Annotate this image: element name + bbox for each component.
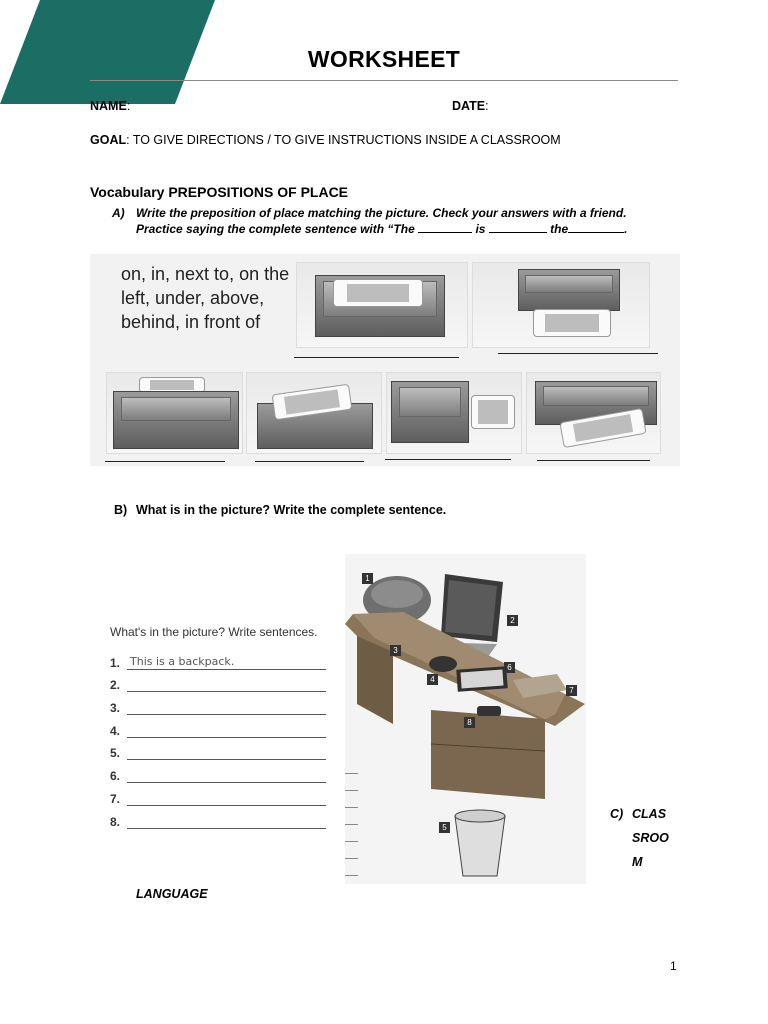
exercise-row [110,760,340,783]
word-bank-line: behind, in front of [121,312,261,332]
photo-phone-in-front-of-box [526,372,661,454]
photo-phone-on-box [246,372,382,454]
exercise-row [110,692,340,715]
section-a-the: the [550,222,569,236]
label-5: 5 [439,822,450,833]
dash-mark [345,807,358,808]
page-title: WORKSHEET [307,46,461,72]
item-number: 8. [110,814,121,829]
blank-2[interactable] [489,222,547,233]
section-a-end: . [624,222,628,236]
name-field[interactable]: NAME: [90,99,131,113]
item-number: 5. [110,746,121,761]
item-number: 7. [110,791,121,806]
exercise-title: What's in the picture? Write sentences. [110,625,318,639]
section-c-heading [610,802,669,874]
vocab-prefix: Vocabulary [90,184,169,200]
item-number: 6. [110,769,121,784]
answer-line[interactable] [105,461,225,462]
dash-mark [345,773,358,774]
answer-field[interactable]: This is a backpack. [127,655,326,670]
exercise-row [110,715,340,738]
photo-phone-in-box [296,262,468,348]
section-b-text: What is in the picture? Write the complete sentence. [136,503,447,517]
exercise-row [110,806,340,829]
sentence-exercise [110,625,340,829]
word-bank [121,262,289,334]
word-bank-line: left, under, above, [121,288,265,308]
goal-text: : TO GIVE DIRECTIONS / TO GIVE INSTRUCTIONS INSIDE A CLASSROOM [126,133,561,147]
dash-mark [345,790,358,791]
section-a-tag: A) [112,206,125,220]
answer-line[interactable] [294,357,459,358]
answer-line[interactable] [537,460,650,461]
section-a-line2-start: Practice saying the complete sentence with “The [136,222,415,236]
date-label: DATE [452,99,486,113]
blank-1[interactable] [418,222,472,233]
dash-mark [345,841,358,842]
goal-line [90,133,561,147]
section-c-tag: C) [610,807,624,821]
section-a-instructions [112,205,692,237]
dash-mark [345,858,358,859]
label-8: 8 [464,717,475,728]
exercise-row [110,647,340,670]
dash-mark [345,875,358,876]
answer-field[interactable] [127,745,326,760]
label-4: 4 [427,674,438,685]
section-b-heading [114,503,446,517]
vocab-topic: PREPOSITIONS OF PLACE [168,184,349,200]
exercise-row [110,783,340,806]
exercise-row [110,738,340,761]
desk-illustration [345,554,586,884]
label-3: 3 [390,645,401,656]
goal-label: GOAL [90,133,127,147]
section-b-tag: B) [114,503,128,517]
label-6: 6 [504,662,515,673]
answer-line[interactable] [255,461,364,462]
answer-field[interactable] [127,677,326,692]
answer-line[interactable] [498,353,658,354]
section-c-line: M [632,855,643,869]
item-number: 2. [110,678,121,693]
answer-field[interactable] [127,791,326,806]
section-a-line1: Write the preposition of place matching the picture. Check your answers with a friend. [136,206,627,220]
answer-field[interactable] [127,700,326,715]
label-7: 7 [566,685,577,696]
title-divider [90,80,678,81]
exercise-row [110,670,340,693]
label-2: 2 [507,615,518,626]
word-bank-line: on, in, next to, on the [121,264,290,284]
blank-3[interactable] [568,222,624,233]
answer-field[interactable] [127,768,326,783]
section-c-line: CLAS [632,807,667,821]
section-a-is: is [475,222,486,236]
photo-phone-under-box [472,262,650,348]
item-number: 1. [110,655,121,670]
label-1: 1 [362,573,373,584]
answer-field[interactable] [127,723,326,738]
item-number: 4. [110,723,121,738]
name-label: NAME [90,99,127,113]
answer-field[interactable] [127,814,326,829]
section-c-line: SROO [632,831,669,845]
dash-mark [345,824,358,825]
photo-phone-behind-box [106,372,243,454]
answer-line[interactable] [385,459,511,460]
vocab-heading [90,184,348,200]
photo-phone-next-to-box [386,372,522,454]
item-number: 3. [110,701,121,716]
page-number: 1 [670,959,677,973]
date-field[interactable]: DATE: [452,99,489,113]
language-label: LANGUAGE [136,887,208,901]
